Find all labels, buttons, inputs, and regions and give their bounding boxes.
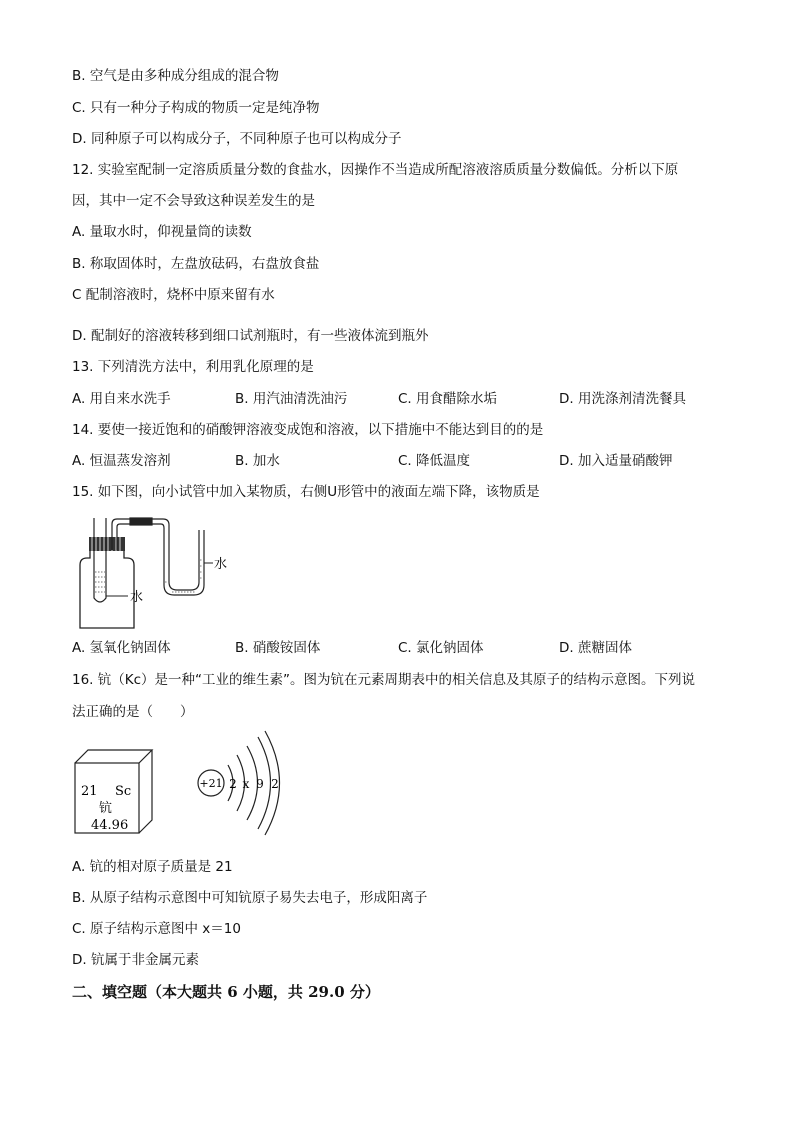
small-test-tube [94,518,106,602]
q14-option-d: D. 加入适量硝酸钾 [559,453,673,469]
q12-option-a: A. 量取水时，仰视量筒的读数 [72,224,252,240]
q16-option-d: D. 钪属于非金属元素 [72,952,199,968]
q12-option-c: C 配制溶液时，烧杯中原来留有水 [72,287,275,303]
shell-4-electrons: 2 [271,777,279,791]
atomic-mass: 44.96 [91,818,129,833]
u-tube [164,530,204,595]
q11-option-c: C. 只有一种分子构成的物质一定是纯净物 [72,100,320,116]
q12-stem-line1: 12. 实验室配制一定溶质质量分数的食盐水，因操作不当造成所配溶液溶质质量分数偏低。分析以下原 [72,162,679,178]
nucleus-charge: +21 [199,777,223,790]
q15-apparatus-figure [70,510,240,635]
q13-option-a: A. 用自来水洗手 [72,391,171,407]
section-heading: 二、填空题（本大题共 6 小题，共 29.0 分） [72,983,380,1001]
q15-option-c: C. 氯化钠固体 [398,640,484,656]
q13-option-c: C. 用食醋除水垢 [398,391,498,407]
test-tube-water-level [95,572,105,592]
element-symbol: Sc [115,784,132,799]
q15-option-d: D. 蔗糖固体 [559,640,632,656]
q16-option-c: C. 原子结构示意图中 x＝10 [72,921,241,937]
q16-option-a: A. 钪的相对原子质量是 21 [72,859,233,875]
q15-stem: 15. 如下图，向小试管中加入某物质，右侧U形管中的液面左端下降，该物质是 [72,484,540,500]
q16-stem-line1: 16. 钪（Kc）是一种“工业的维生素”。图为钪在元素周期表中的相关信息及其原子的结构示意图。下列说 [72,672,696,688]
atom-structure [198,731,280,835]
q14-stem: 14. 要使一接近饱和的硝酸钾溶液变成饱和溶液，以下措施中不能达到目的的是 [72,422,544,438]
atomic-number: 21 [81,784,98,799]
q13-stem: 13. 下列清洗方法中，利用乳化原理的是 [72,359,314,375]
wide-mouth-bottle [80,550,134,628]
q16-option-b: B. 从原子结构示意图中可知钪原子易失去电子，形成阳离子 [72,890,428,906]
q12-option-b: B. 称取固体时，左盘放砝码，右盘放食盐 [72,256,320,272]
q15-option-a: A. 氢氧化钠固体 [72,640,171,656]
element-name: 钪 [99,801,113,816]
shell-1-electrons: 2 [229,777,237,791]
q11-option-d: D. 同种原子可以构成分子，不同种原子也可以构成分子 [72,131,402,147]
q13-option-d: D. 用洗涤剂清洗餐具 [559,391,686,407]
q14-option-b: B. 加水 [235,453,280,469]
q16-figure [70,725,300,840]
q16-stem-line2: 法正确的是（ ） [72,704,194,720]
q14-option-a: A. 恒温蒸发溶剂 [72,453,171,469]
q14-option-c: C. 降低温度 [398,453,471,469]
u-tube-water-label: 水 [214,557,228,572]
shell-2-electrons: x [242,777,250,791]
shell-3-electrons: 9 [256,777,264,791]
q13-option-b: B. 用汽油清洗油污 [235,391,348,407]
q12-option-d: D. 配制好的溶液转移到细口试剂瓶时，有一些液体流到瓶外 [72,328,429,344]
q11-option-b: B. 空气是由多种成分组成的混合物 [72,68,279,84]
test-tube-water-label: 水 [130,590,144,605]
q15-option-b: B. 硝酸铵固体 [235,640,321,656]
q12-stem-line2: 因，其中一定不会导致这种误差发生的是 [72,193,315,209]
